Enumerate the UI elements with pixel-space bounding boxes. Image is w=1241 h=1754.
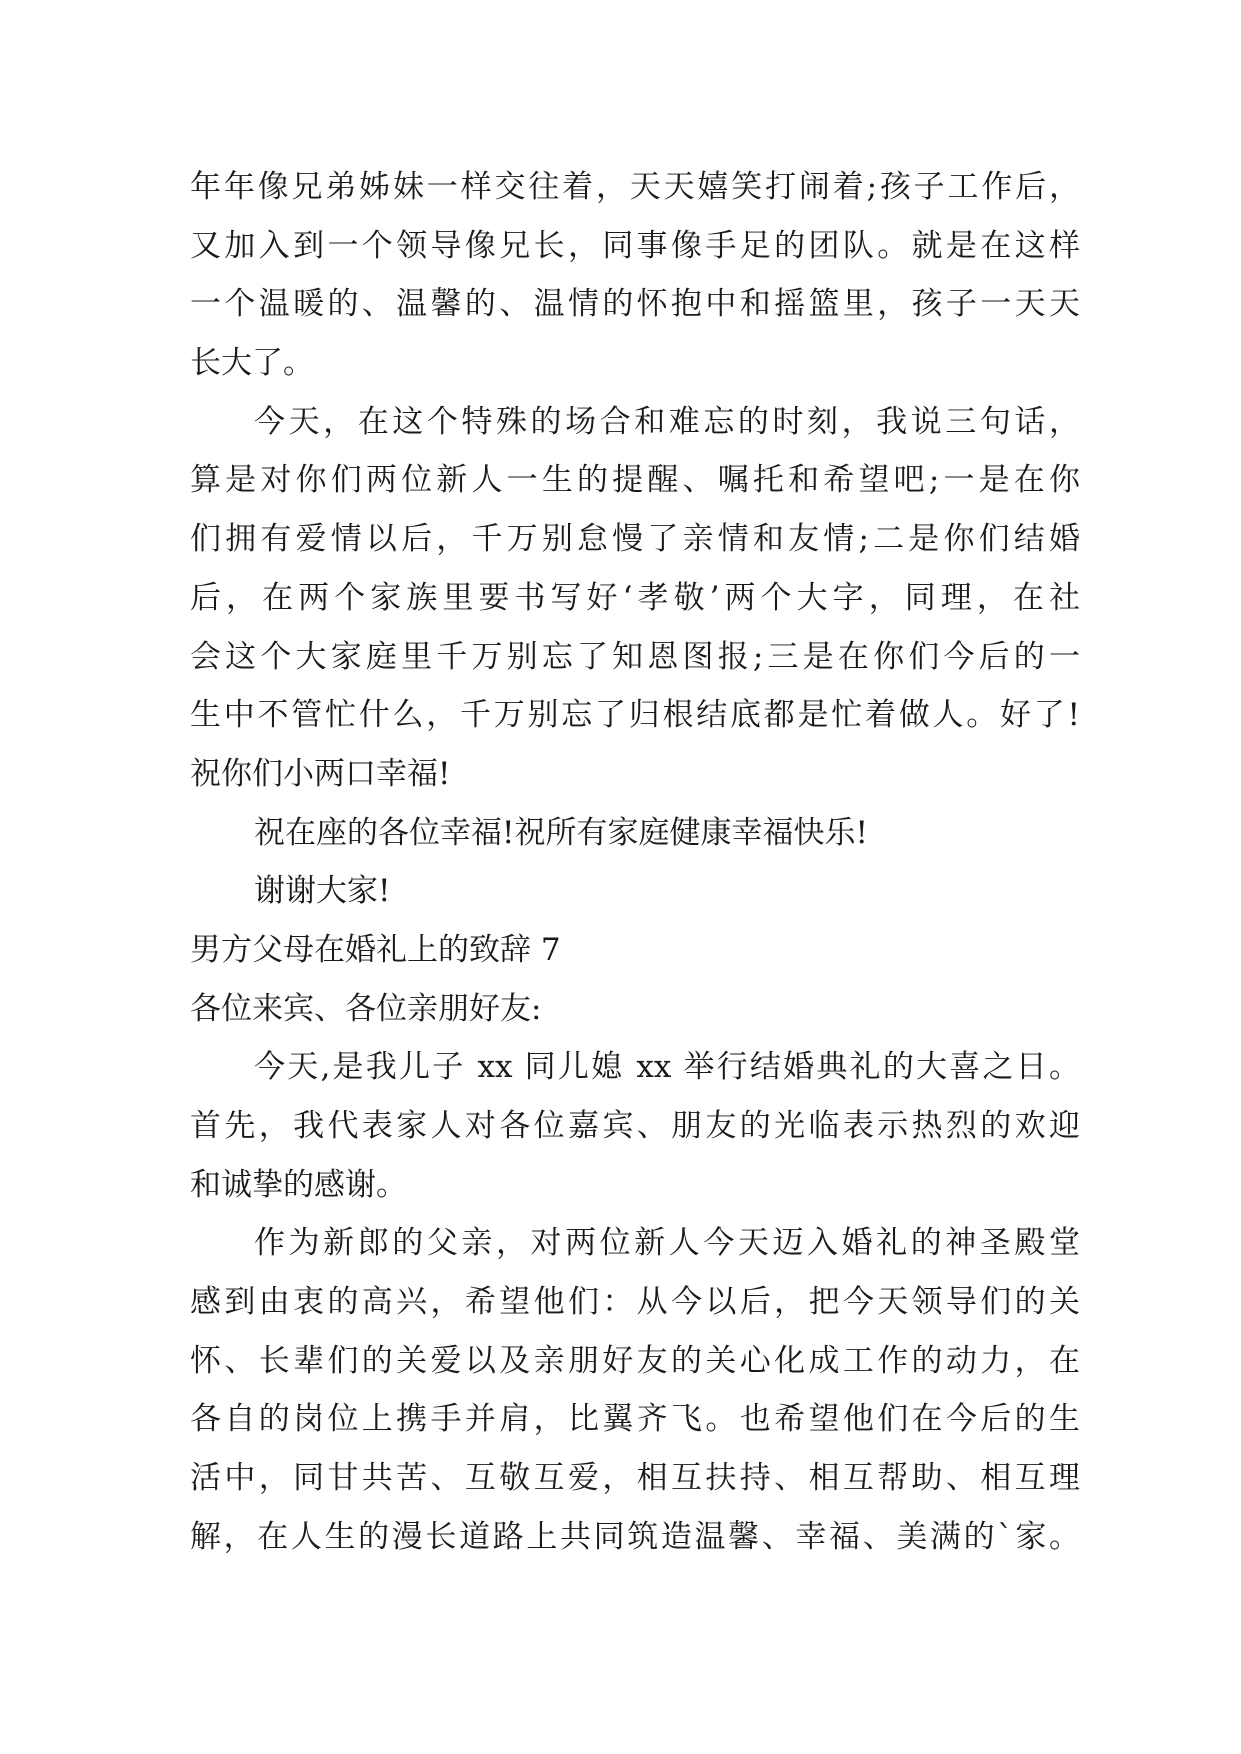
text-line: 怀、长辈们的关爱以及亲朋好友的关心化成工作的动力，在 bbox=[190, 1342, 1080, 1379]
paragraph-start-line: 祝在座的各位幸福!祝所有家庭健康幸福快乐! bbox=[254, 814, 868, 851]
text-line: 长大了。 bbox=[190, 345, 314, 382]
section-heading: 男方父母在婚礼上的致辞 7 bbox=[190, 931, 561, 968]
paragraph-start-line: 谢谢大家! bbox=[254, 873, 391, 910]
paragraph-start-line: 今天，在这个特殊的场合和难忘的时刻，我说三句话， bbox=[254, 403, 1080, 440]
text-line: 后，在两个家族里要书写好‘孝敬’两个大字，同理，在社 bbox=[190, 579, 1080, 616]
text-line: 和诚挚的感谢。 bbox=[190, 1166, 407, 1203]
text-line: 会这个大家庭里千万别忘了知恩图报;三是在你们今后的一 bbox=[190, 638, 1080, 675]
text-line: 又加入到一个领导像兄长，同事像手足的团队。就是在这样 bbox=[190, 227, 1080, 264]
text-line: 一个温暖的、温馨的、温情的怀抱中和摇篮里，孩子一天天 bbox=[190, 286, 1080, 323]
text-line: 祝你们小两口幸福! bbox=[190, 755, 451, 792]
text-line: 感到由衷的高兴，希望他们：从今以后，把今天领导们的关 bbox=[190, 1284, 1080, 1321]
document-body bbox=[190, 158, 1080, 1567]
text-line: 生中不管忙什么，千万别忘了归根结底都是忙着做人。好了! bbox=[190, 697, 1080, 734]
text-line: 各自的岗位上携手并肩，比翼齐飞。也希望他们在今后的生 bbox=[190, 1401, 1080, 1438]
salutation-line: 各位来宾、各位亲朋好友: bbox=[190, 990, 542, 1027]
text-line: 年年像兄弟姊妹一样交往着，天天嬉笑打闹着;孩子工作后， bbox=[190, 169, 1080, 205]
text-line: 首先，我代表家人对各位嘉宾、朋友的光临表示热烈的欢迎 bbox=[190, 1108, 1080, 1144]
text-line: 们拥有爱情以后，千万别怠慢了亲情和友情;二是你们结婚 bbox=[190, 521, 1080, 558]
paragraph-start-line: 作为新郎的父亲，对两位新人今天迈入婚礼的神圣殿堂 bbox=[254, 1225, 1080, 1262]
text-line: 解，在人生的漫长道路上共同筑造温馨、幸福、美满的`家。 bbox=[190, 1518, 1080, 1555]
text-line: 活中，同甘共苦、互敬互爱，相互扶持、相互帮助、相互理 bbox=[190, 1460, 1080, 1497]
paragraph-start-line: 今天,是我儿子 xx 同儿媳 xx 举行结婚典礼的大喜之日。 bbox=[254, 1049, 1080, 1086]
text-line: 算是对你们两位新人一生的提醒、嘱托和希望吧;一是在你 bbox=[190, 462, 1080, 499]
